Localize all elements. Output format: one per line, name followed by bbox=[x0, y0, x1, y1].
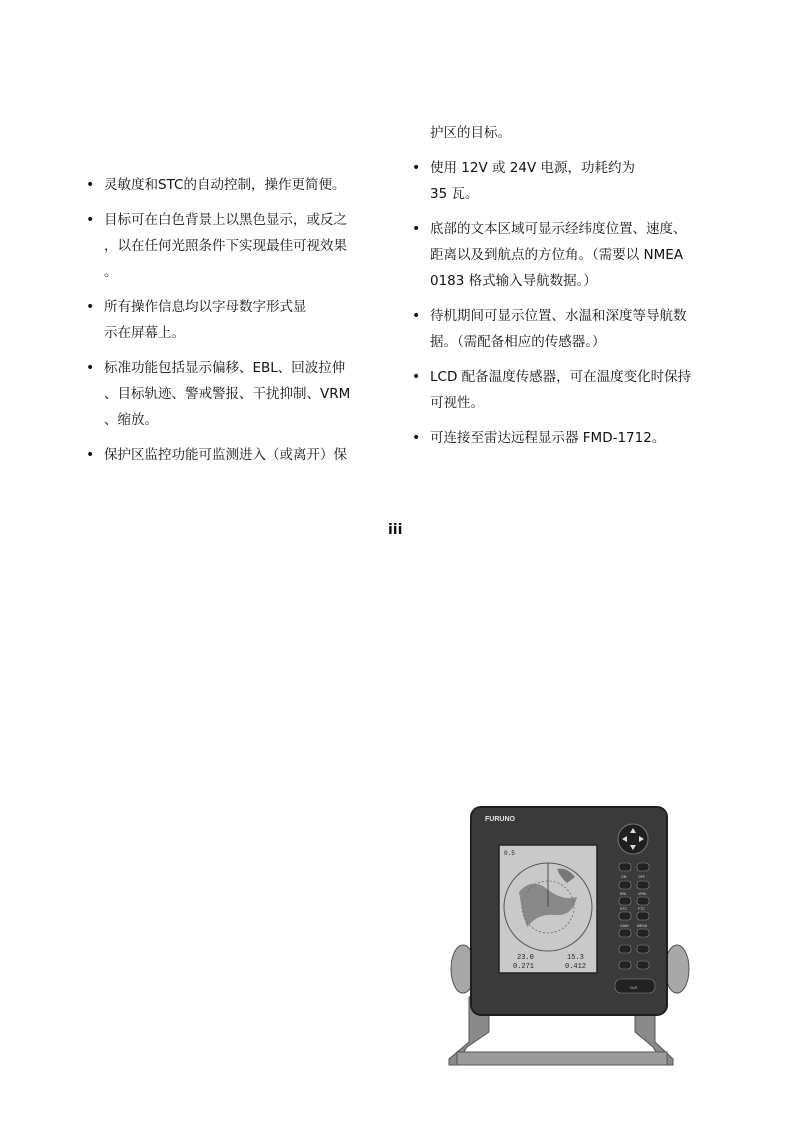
left-feature-column bbox=[84, 172, 374, 477]
page-number: iii bbox=[388, 522, 403, 538]
key-button bbox=[637, 961, 649, 969]
feature-line: 距离以及到航点的方位角。（需要以 NMEA bbox=[430, 247, 684, 263]
key-button bbox=[619, 912, 631, 920]
feature-item bbox=[410, 303, 710, 355]
key-button bbox=[637, 897, 649, 905]
key-label: MENU bbox=[637, 924, 648, 928]
feature-line: 灵敏度和STC的自动控制，操作更简便。 bbox=[104, 177, 346, 193]
readout-top-right: 15.3 bbox=[567, 954, 584, 962]
feature-item bbox=[84, 207, 374, 285]
key-button bbox=[619, 961, 631, 969]
key-button bbox=[637, 929, 649, 937]
key-label: OFF bbox=[638, 875, 645, 879]
key-label: GAIN bbox=[620, 924, 629, 928]
feature-item bbox=[410, 155, 710, 207]
feature-line: 底部的文本区域可显示经纬度位置、速度、 bbox=[430, 221, 687, 237]
radar-device-photo bbox=[427, 797, 693, 1075]
key-label: EBL bbox=[620, 892, 627, 896]
bullet-icon: • bbox=[86, 447, 95, 463]
key-button bbox=[619, 897, 631, 905]
key-button bbox=[619, 881, 631, 889]
feature-item bbox=[84, 355, 374, 433]
feature-item bbox=[410, 425, 710, 451]
feature-line: 35 瓦。 bbox=[430, 186, 479, 202]
feature-line: 使用 12V 或 24V 电源，功耗约为 bbox=[430, 160, 635, 176]
key-button bbox=[619, 929, 631, 937]
key-label: STC bbox=[620, 907, 627, 911]
bullet-icon: • bbox=[86, 212, 95, 228]
bullet-icon: • bbox=[412, 369, 421, 385]
feature-line: 标准功能包括显示偏移、EBL、回波拉伸 bbox=[104, 360, 346, 376]
feature-item bbox=[84, 294, 374, 346]
feature-line: 可连接至雷达远程显示器 FMD-1712。 bbox=[430, 430, 666, 446]
feature-line: ，以在任何光照条件下实现最佳可视效果 bbox=[104, 238, 347, 254]
right-feature-column bbox=[410, 120, 710, 460]
mount-base bbox=[457, 1052, 667, 1065]
readout-top-left: 23.0 bbox=[517, 954, 534, 962]
feature-line: 保护区监控功能可监测进入（或离开）保 bbox=[104, 447, 347, 463]
key-button bbox=[637, 912, 649, 920]
feature-line: 0183 格式输入导航数据。） bbox=[430, 273, 597, 289]
brand-logo: FURUNO bbox=[485, 816, 515, 823]
bullet-icon: • bbox=[86, 299, 95, 315]
feature-line: LCD 配备温度传感器，可在温度变化时保持 bbox=[430, 369, 692, 385]
feature-line: 据。（需配备相应的传感器。） bbox=[430, 334, 606, 350]
feature-item bbox=[84, 172, 374, 198]
bullet-icon: • bbox=[412, 221, 421, 237]
key-button bbox=[637, 863, 649, 871]
key-button bbox=[637, 945, 649, 953]
bullet-icon: • bbox=[412, 430, 421, 446]
readout-bottom-left: 0.271 bbox=[513, 963, 535, 971]
feature-line: 、缩放。 bbox=[104, 412, 158, 428]
feature-line: 护区的目标。 bbox=[430, 125, 511, 141]
feature-item bbox=[410, 364, 710, 416]
key-button bbox=[619, 945, 631, 953]
bullet-icon: • bbox=[412, 308, 421, 324]
feature-item bbox=[84, 442, 374, 468]
right-knob-icon bbox=[665, 945, 689, 993]
key-label: FTC bbox=[638, 907, 645, 911]
key-button bbox=[619, 863, 631, 871]
feature-line: 示在屏幕上。 bbox=[104, 325, 185, 341]
feature-continuation bbox=[410, 120, 710, 146]
feature-line: 目标可在白色背景上以黑色显示，或反之 bbox=[104, 212, 347, 228]
key-label: VRM bbox=[638, 892, 646, 896]
key-label: CLR bbox=[630, 986, 638, 990]
bullet-icon: • bbox=[86, 360, 95, 376]
key-label: ON bbox=[621, 875, 627, 879]
feature-line: 待机期间可显示位置、水温和深度等导航数 bbox=[430, 308, 687, 324]
bullet-icon: • bbox=[412, 160, 421, 176]
feature-line: 可视性。 bbox=[430, 395, 484, 411]
key-button bbox=[637, 881, 649, 889]
bullet-icon: • bbox=[86, 177, 95, 193]
range-readout: 0.5 bbox=[504, 850, 515, 857]
feature-item bbox=[410, 216, 710, 294]
readout-bottom-right: 0.412 bbox=[565, 963, 587, 971]
feature-line: 。 bbox=[104, 264, 118, 280]
feature-line: 、目标轨迹、警戒警报、干扰抑制、VRM bbox=[104, 386, 351, 402]
feature-line: 所有操作信息均以字母数字形式显 bbox=[104, 299, 307, 315]
